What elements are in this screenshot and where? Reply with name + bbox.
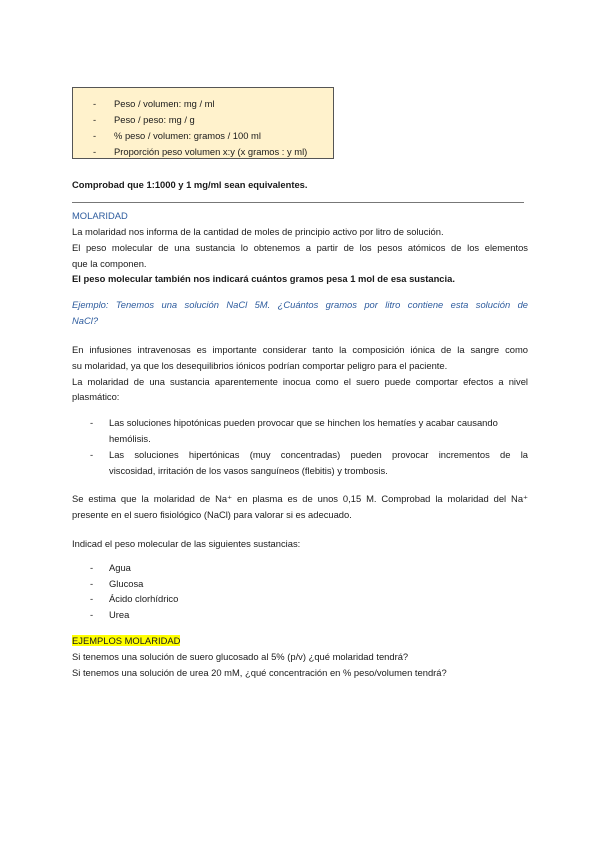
- ejemplos-heading-row: [72, 634, 528, 648]
- list-item: - Proporción peso volumen x:y (x gramos : y ml): [93, 146, 308, 157]
- document-page: - Peso / volumen: mg / ml - Peso / peso: mg / g - % peso / volumen: gramos / 100 ml - Proporción peso volumen x:y (x gramos : y ml) Comprobad que 1:1000 y 1 mg/ml sean equivalentes. MOLARIDAD La molaridad nos informa de la cantidad de moles de principio activo por litro de solución. El peso molecular de una sustancia lo obtenemos a partir de los pesos atómicos de los elementos que la componen. El peso molecular también nos indicará cuántos gramos pesa 1 mol de esa sustancia. Ejemplo: Tenemos una solución NaCl 5M. ¿Cuántos gramos por litro contiene esta solución de NaCl? En infusiones intravenosas es importante considerar tanto la composición iónica de la sangre como su molaridad, ya que los desequilibrios iónicos podrían comportar peligro para el paciente. La molaridad de una sustancia aparentemente inocua como el suero puede comportar efectos a nivel plasmático: - Las soluciones hipotónicas pueden provocar que se hinchen los hematíes y acabar causando hemólisis. - Las soluciones hipertónicas (muy concentradas) pueden provocar incrementos de la viscosidad, irritación de los vasos sanguíneos (flebitis) y trombosis. Se estima que la molaridad de Na⁺ en plasma es de unos 0,15 M. Comprobad la molaridad del Na⁺ presente en el suero fisiológico (NaCl) para valorar si es adecuado. Indicad el peso molecular de las siguientes sustancias: - Agua - Glucosa - Ácido clorhídrico - Urea EJEMPLOS MOLARIDAD Si tenemos una solución de suero glucosado al 5% (p/v) ¿qué molaridad tendrá? Si tenemos una solución de urea 20 mM, ¿qué concentración en % peso/volumen tendrá?: [0, 0, 600, 848]
- list-item: - Peso / volumen: mg / ml: [93, 98, 215, 109]
- ejemplos-heading: EJEMPLOS MOLARIDAD: [72, 635, 181, 646]
- paragraph-line: Se estima que la molaridad de Na⁺ en plasma es de unos 0,15 M. Comprobad la molaridad del Na⁺: [72, 493, 528, 504]
- units-box: [72, 87, 334, 159]
- paragraph-line: La molaridad de una sustancia aparentemente inocua como el suero puede comportar efectos a nivel: [72, 376, 528, 387]
- ejemplo-line: NaCl?: [72, 315, 99, 326]
- paragraph-line: La molaridad nos informa de la cantidad de moles de principio activo por litro de solución.: [72, 226, 444, 237]
- paragraph-line: Indicad el peso molecular de las siguientes sustancias:: [72, 538, 301, 549]
- paragraph-line: El peso molecular de una sustancia lo obtenemos a partir de los pesos atómicos de los elementos: [72, 242, 528, 253]
- paragraph-line: su molaridad, ya que los desequilibrios iónicos podrían comportar peligro para el paciente.: [72, 360, 448, 371]
- paragraph-line: presente en el suero fisiológico (NaCl) para valorar si es adecuado.: [72, 509, 352, 520]
- question-line: Si tenemos una solución de suero glucosado al 5% (p/v) ¿qué molaridad tendrá?: [72, 651, 409, 662]
- question-line: Si tenemos una solución de urea 20 mM, ¿qué concentración en % peso/volumen tendrá?: [72, 667, 447, 678]
- ejemplo-line: Ejemplo: Tenemos una solución NaCl 5M. ¿Cuántos gramos por litro contiene esta solución de: [72, 299, 528, 310]
- list-item: - % peso / volumen: gramos / 100 ml: [93, 130, 261, 141]
- paragraph-line: En infusiones intravenosas es importante considerar tanto la composición iónica de la sangre como: [72, 344, 528, 355]
- paragraph-line: plasmático:: [72, 391, 120, 402]
- molaridad-heading: MOLARIDAD: [72, 210, 128, 221]
- divider: [72, 202, 524, 203]
- comprobad-text: Comprobad que 1:1000 y 1 mg/ml sean equivalentes.: [72, 179, 308, 190]
- paragraph-line-bold: El peso molecular también nos indicará cuántos gramos pesa 1 mol de esa sustancia.: [72, 273, 455, 284]
- list-item: - Peso / peso: mg / g: [93, 114, 195, 125]
- paragraph-line: que la componen.: [72, 258, 147, 269]
- units-list: [93, 96, 307, 160]
